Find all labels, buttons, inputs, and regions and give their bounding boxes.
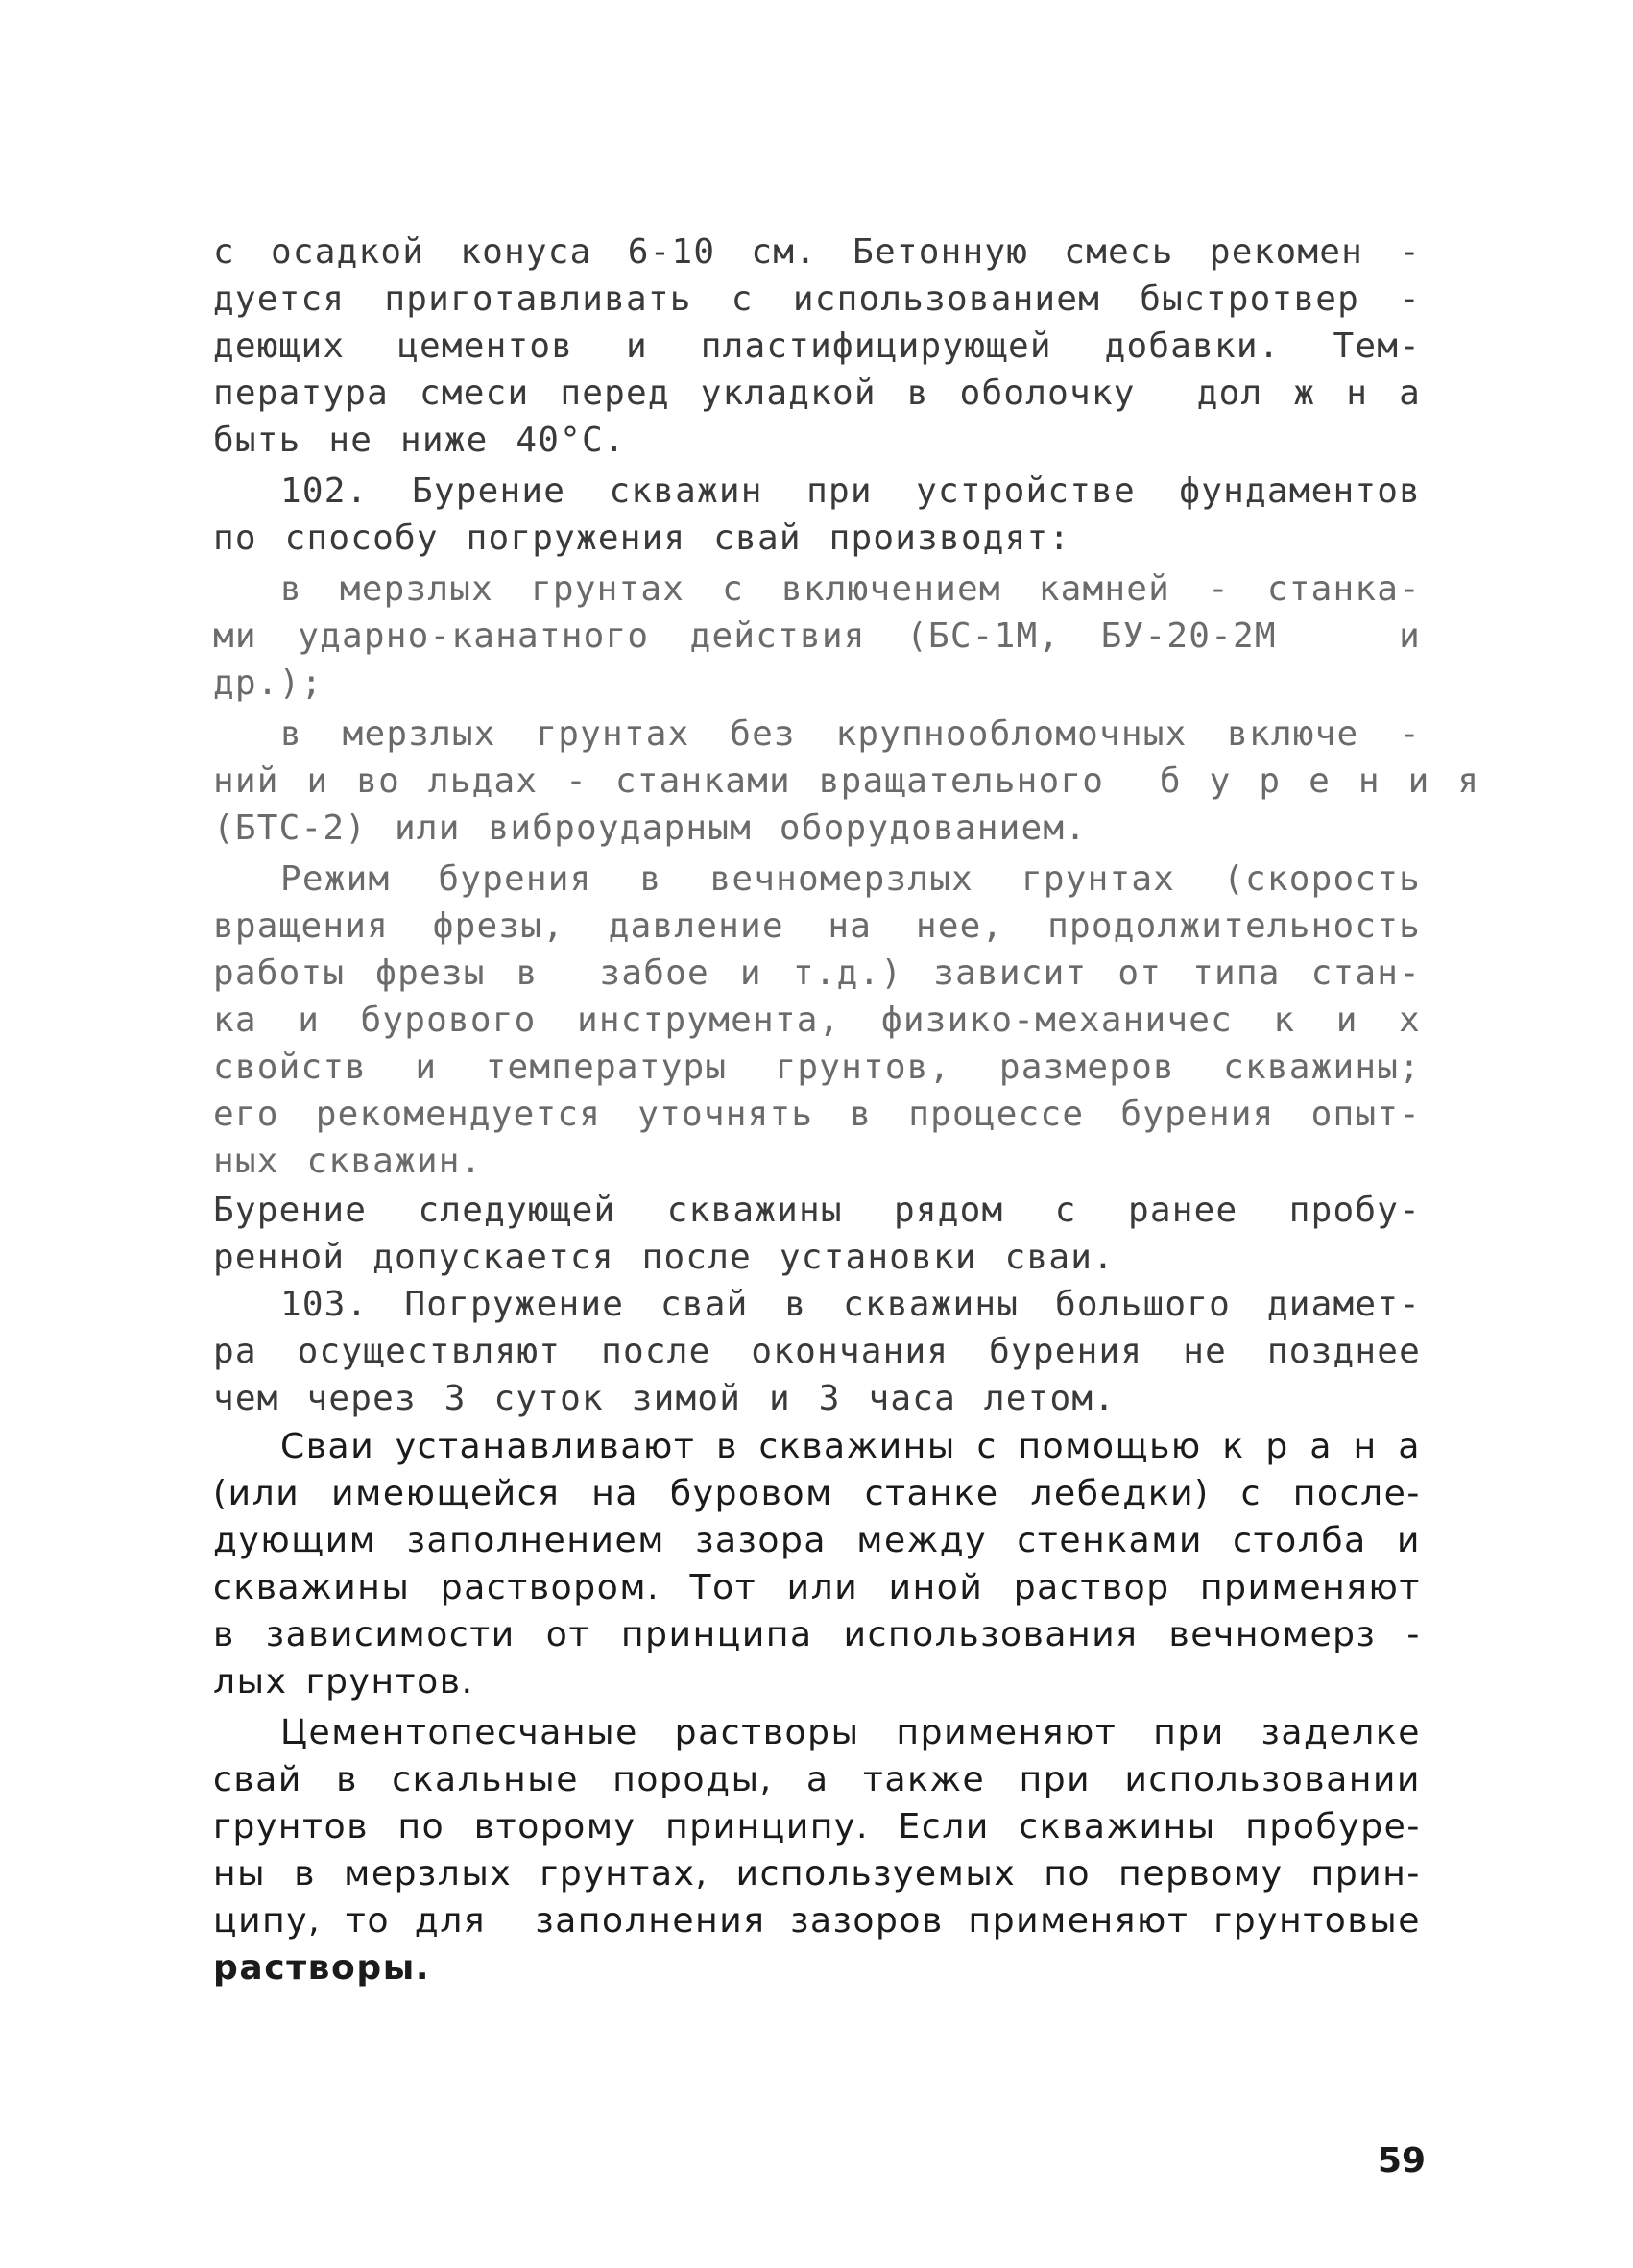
text-line: быть не ниже 40°С. bbox=[213, 421, 626, 460]
text-line: ципу, то для заполнения зазоров применяют грунтовые bbox=[213, 1901, 1421, 1941]
text-line: скважины раствором. Тот или иной раствор применяют bbox=[213, 1568, 1421, 1607]
text-line: (или имеющейся на буровом станке лебедки) с после- bbox=[213, 1474, 1421, 1513]
text-line: работы фрезы в забое и т.д.) зависит от типа стан- bbox=[213, 953, 1421, 993]
text-line: Режим бурения в вечномерзлых грунтах (скорость bbox=[280, 859, 1421, 899]
text-line: дуется приготавливать с использованием быстротвер - bbox=[213, 279, 1421, 319]
text-line: дующим заполнением зазора между стенками столба и bbox=[213, 1521, 1421, 1560]
text-line: ка и бурового инструмента, физико-механичес к и х bbox=[213, 1001, 1421, 1040]
text-line: ны в мерзлых грунтах, используемых по первому прин- bbox=[213, 1854, 1421, 1894]
text-line: грунтов по второму принципу. Если скважины пробуре- bbox=[213, 1807, 1421, 1846]
text-line: его рекомендуется уточнять в процессе бурения опыт- bbox=[213, 1095, 1421, 1134]
text-line: деющих цементов и пластифицирующей добавки. Тем- bbox=[213, 326, 1421, 366]
text-line: (БТС-2) или виброударным оборудованием. bbox=[213, 808, 1088, 848]
text-line: лых грунтов. bbox=[213, 1662, 474, 1701]
text-line: др.); bbox=[213, 664, 324, 703]
text-line: Бурение следующей скважины рядом с ранее пробу- bbox=[213, 1191, 1421, 1230]
text-line: Сваи устанавливают в скважины с помощью к р а н а bbox=[280, 1427, 1421, 1466]
text-line: ных скважин. bbox=[213, 1142, 483, 1181]
text-line: в зависимости от принципа использования вечномерз - bbox=[213, 1615, 1421, 1654]
text-line: в мерзлых грунтах с включением камней - станка- bbox=[280, 569, 1421, 609]
text-line: пература смеси перед укладкой в оболочку дол ж н а bbox=[213, 374, 1421, 413]
text-line: ра осуществляют после окончания бурения не позднее bbox=[213, 1332, 1421, 1371]
text-line: ренной допускается после установки сваи. bbox=[213, 1238, 1115, 1277]
text-line: ний и во льдах - станками вращательного б у р е н и я bbox=[213, 761, 1480, 801]
text-line: свойств и температуры грунтов, размеров скважины; bbox=[213, 1048, 1421, 1087]
text-line: вращения фрезы, давление на нее, продолжительность bbox=[213, 906, 1421, 946]
text-line: свай в скальные породы, а также при использовании bbox=[213, 1760, 1421, 1799]
page-number: 59 bbox=[1378, 2141, 1427, 2181]
text-line: ми ударно-канатного действия (БС-1М, БУ-20-2М и bbox=[213, 616, 1421, 656]
text-line: растворы. bbox=[213, 1948, 431, 1988]
text-line: в мерзлых грунтах без крупнообломочных включе - bbox=[280, 714, 1421, 754]
text-line: Цементопесчаные растворы применяют при заделке bbox=[280, 1713, 1421, 1752]
text-line: 103. Погружение свай в скважины большого диамет- bbox=[280, 1285, 1421, 1324]
text-line: по способу погружения свай производят: bbox=[213, 519, 1071, 558]
text-line: чем через 3 суток зимой и 3 часа летом. bbox=[213, 1379, 1117, 1418]
text-line: 102. Бурение скважин при устройстве фундаментов bbox=[280, 471, 1421, 511]
text-line: с осадкой конуса 6-10 см. Бетонную смесь рекомен - bbox=[213, 232, 1421, 272]
